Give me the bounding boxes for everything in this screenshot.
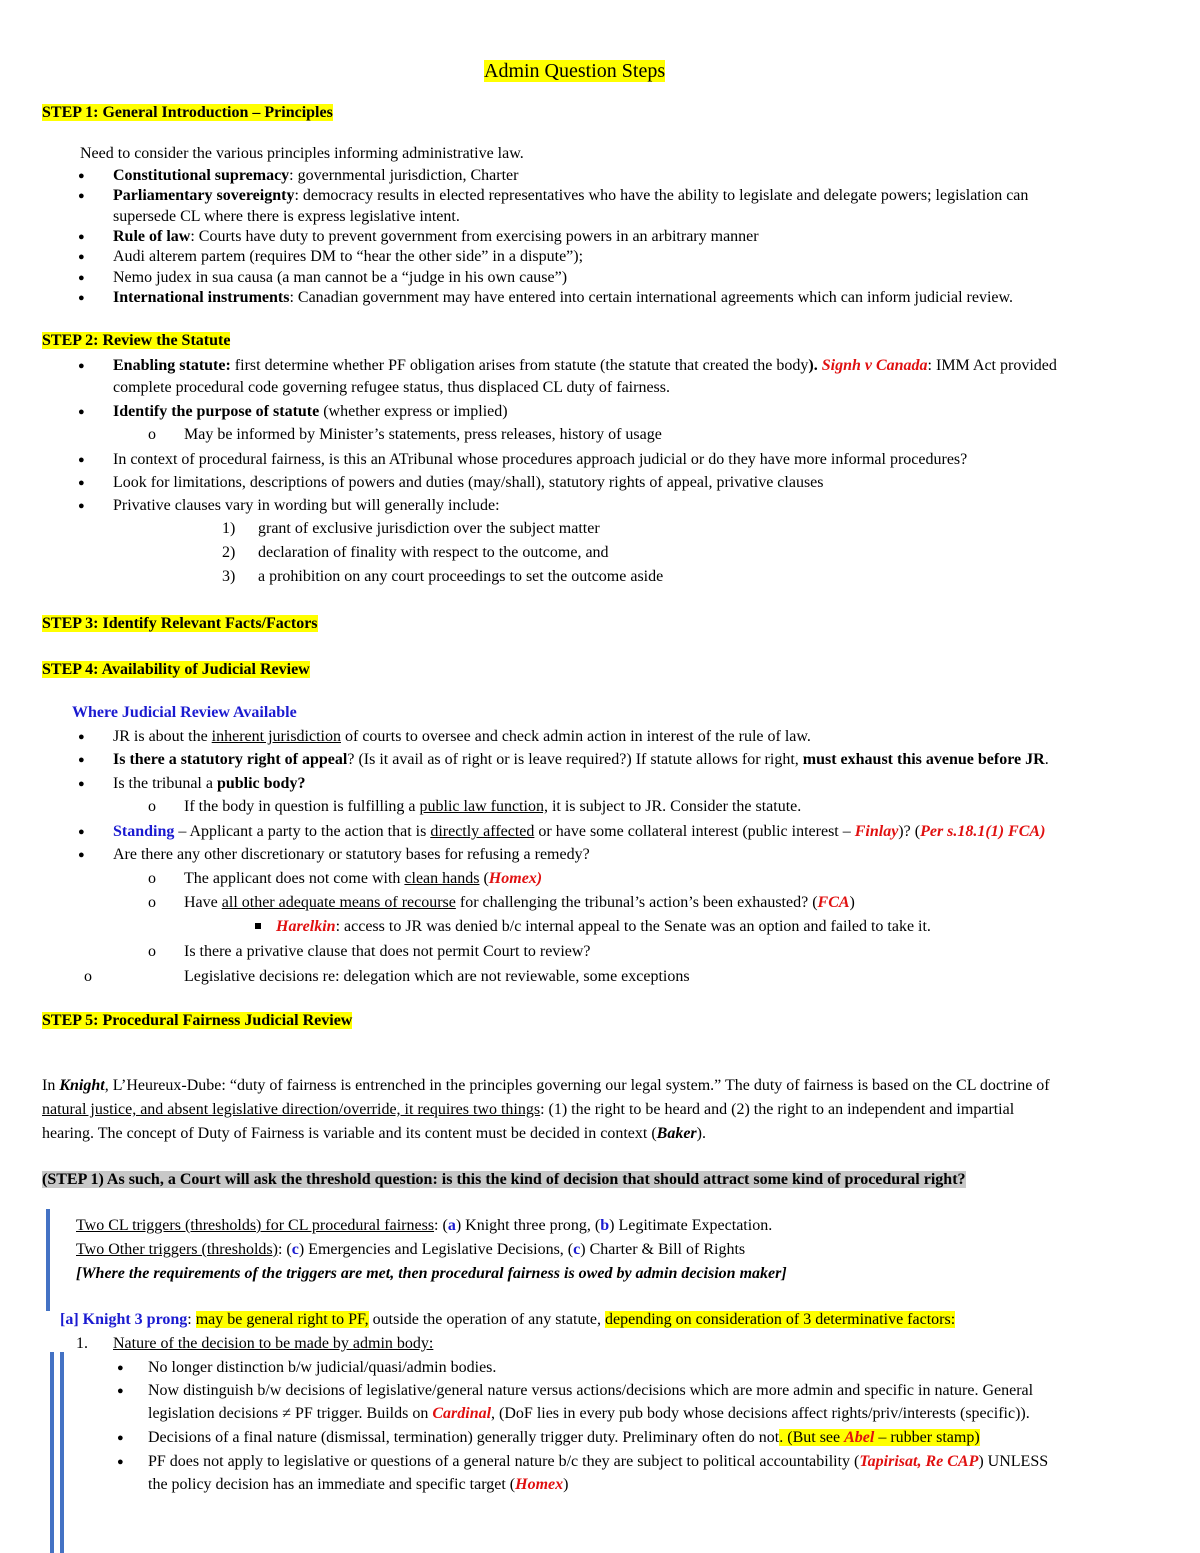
paragraph-line: hearing. The concept of Duty of Fairness is variable and its content must be decided in context (Baker). bbox=[42, 1125, 706, 1142]
step4-heading: STEP 4: Availability of Judicial Review bbox=[42, 661, 310, 678]
list-item: PF does not apply to legislative or questions of a general nature b/c they are subject to political accountability (Tapirisat, Re CAP) UNLESS bbox=[148, 1453, 1049, 1470]
circle-bullet-icon: o bbox=[148, 798, 156, 815]
bullet-icon: ● bbox=[117, 1432, 124, 1444]
list-item: JR is about the inherent jurisdiction of courts to oversee and check admin action in interest of the rule of law. bbox=[113, 728, 811, 745]
bullet-icon: ● bbox=[78, 360, 85, 372]
list-item: Nemo judex in sua causa (a man cannot be a “judge in his own cause”) bbox=[113, 269, 568, 286]
step4-subheading: Where Judicial Review Available bbox=[72, 704, 297, 721]
list-item: Identify the purpose of statute (whether express or implied) bbox=[113, 403, 508, 420]
list-item: Enabling statute: first determine whether PF obligation arises from statute (the statute that created the body). Signh v Canada: IMM Act provided bbox=[113, 357, 1057, 374]
step1-heading: STEP 1: General Introduction – Principles bbox=[42, 104, 333, 121]
list-item-cont: the policy decision has an immediate and specific target (Homex) bbox=[148, 1476, 569, 1493]
step1-intro: Need to consider the various principles informing administrative law. bbox=[80, 145, 524, 162]
bullet-icon: ● bbox=[78, 292, 85, 304]
left-border-bar bbox=[60, 1352, 64, 1553]
left-border-bar bbox=[50, 1352, 54, 1553]
bullet-icon: ● bbox=[78, 272, 85, 284]
sub-list-item: Have all other adequate means of recourse for challenging the tribunal’s action’s been exhausted? (FCA) bbox=[184, 894, 855, 911]
numbered-item: Nature of the decision to be made by admin body: bbox=[113, 1335, 434, 1352]
list-item: Parliamentary sovereignty: democracy results in elected representatives who have the ability to legislate and delegate powers; legislation can bbox=[113, 187, 1029, 204]
circle-bullet-icon: o bbox=[84, 968, 92, 985]
step2-heading: STEP 2: Review the Statute bbox=[42, 332, 231, 349]
numbered-marker: 3) bbox=[222, 568, 236, 585]
sub-list-item: Is there a privative clause that does not permit Court to review? bbox=[184, 943, 591, 960]
circle-bullet-icon: o bbox=[148, 943, 156, 960]
bullet-icon: ● bbox=[78, 500, 85, 512]
bullet-icon: ● bbox=[78, 454, 85, 466]
numbered-item: declaration of finality with respect to the outcome, and bbox=[258, 544, 609, 561]
list-item: Standing – Applicant a party to the action that is directly affected or have some collateral interest (public interest – Finlay)? (Per s.18.1(1) FCA) bbox=[113, 823, 1046, 840]
threshold-question: (STEP 1) As such, a Court will ask the threshold question: is this the kind of decision that should attract some kind of procedural right? bbox=[42, 1171, 966, 1188]
bullet-icon: ● bbox=[117, 1385, 124, 1397]
list-item: Audi alterem partem (requires DM to “hear the other side” in a dispute”); bbox=[113, 248, 584, 265]
list-item: Is there a statutory right of appeal? (Is it avail as of right or is leave required?) If statute allows for right, must exhaust this avenue before JR. bbox=[113, 751, 1049, 768]
numbered-marker: 1. bbox=[76, 1335, 88, 1352]
bullet-icon: ● bbox=[78, 251, 85, 263]
paragraph-line: In Knight, L’Heureux-Dube: “duty of fairness is entrenched in the principles governing our legal system.” The duty of fairness is based on the CL doctrine of bbox=[42, 1077, 1050, 1094]
bullet-icon: ● bbox=[78, 190, 85, 202]
bullet-icon: ● bbox=[78, 477, 85, 489]
numbered-item: grant of exclusive jurisdiction over the subject matter bbox=[258, 520, 600, 537]
numbered-marker: 1) bbox=[222, 520, 236, 537]
left-border-bar bbox=[46, 1209, 50, 1311]
knight-heading: [a] Knight 3 prong: may be general right to PF, outside the operation of any statute, depending on consideration of 3 determinative factors: bbox=[60, 1311, 956, 1328]
list-item: International instruments: Canadian government may have entered into certain international agreements which can inform judicial review. bbox=[113, 289, 1014, 306]
circle-bullet-icon: o bbox=[148, 426, 156, 443]
sub-list-item: Legislative decisions re: delegation which are not reviewable, some exceptions bbox=[184, 968, 690, 985]
trigger-note: [Where the requirements of the triggers are met, then procedural fairness is owed by admin decision maker] bbox=[76, 1265, 787, 1282]
bullet-icon: ● bbox=[117, 1362, 124, 1374]
list-item: Are there any other discretionary or statutory bases for refusing a remedy? bbox=[113, 846, 590, 863]
list-item: Decisions of a final nature (dismissal, termination) generally trigger duty. Preliminary often do not. (But see Abel – rubber stamp) bbox=[148, 1429, 980, 1446]
numbered-item: a prohibition on any court proceedings to set the outcome aside bbox=[258, 568, 664, 585]
bullet-icon: ● bbox=[117, 1456, 124, 1468]
step5-heading: STEP 5: Procedural Fairness Judicial Review bbox=[42, 1012, 353, 1029]
sub-list-item: May be informed by Minister’s statements, press releases, history of usage bbox=[184, 426, 662, 443]
list-item: Constitutional supremacy: governmental jurisdiction, Charter bbox=[113, 167, 519, 184]
square-bullet-icon bbox=[255, 923, 261, 929]
list-item-cont: supersede CL where there is express legislative intent. bbox=[113, 208, 460, 225]
list-item: In context of procedural fairness, is this an ATribunal whose procedures approach judicial or do they have more informal procedures? bbox=[113, 451, 968, 468]
numbered-marker: 2) bbox=[222, 544, 236, 561]
bullet-icon: ● bbox=[78, 849, 85, 861]
step3-heading: STEP 3: Identify Relevant Facts/Factors bbox=[42, 615, 318, 632]
circle-bullet-icon: o bbox=[148, 894, 156, 911]
trigger-line: Two CL triggers (thresholds) for CL procedural fairness: (a) Knight three prong, (b) Legitimate Expectation. bbox=[76, 1217, 773, 1234]
list-item: Now distinguish b/w decisions of legislative/general nature versus actions/decisions which are more admin and specific in nature. General bbox=[148, 1382, 1034, 1399]
list-item-cont: complete procedural code governing refugee status, thus displaced CL duty of fairness. bbox=[113, 379, 671, 396]
list-item-cont: legislation decisions ≠ PF trigger. Builds on Cardinal, (DoF lies in every pub body whose decisions affect rights/priv/interests (specific)). bbox=[148, 1405, 1030, 1422]
sub-list-item: If the body in question is fulfilling a public law function, it is subject to JR. Consider the statute. bbox=[184, 798, 802, 815]
bullet-icon: ● bbox=[78, 406, 85, 418]
bullet-icon: ● bbox=[78, 231, 85, 243]
bullet-icon: ● bbox=[78, 826, 85, 838]
circle-bullet-icon: o bbox=[148, 870, 156, 887]
sub-list-item: The applicant does not come with clean hands (Homex) bbox=[184, 870, 543, 887]
list-item: Is the tribunal a public body? bbox=[113, 775, 306, 792]
list-item: Privative clauses vary in wording but will generally include: bbox=[113, 497, 500, 514]
trigger-line: Two Other triggers (thresholds): (c) Emergencies and Legislative Decisions, (c) Charter & Bill of Rights bbox=[76, 1241, 746, 1258]
bullet-icon: ● bbox=[78, 731, 85, 743]
list-item: Rule of law: Courts have duty to prevent government from exercising powers in an arbitrary manner bbox=[113, 228, 759, 245]
list-item: Look for limitations, descriptions of powers and duties (may/shall), statutory rights of appeal, privative clauses bbox=[113, 474, 824, 491]
bullet-icon: ● bbox=[78, 170, 85, 182]
paragraph-line: natural justice, and absent legislative direction/override, it requires two things: (1) the right to be heard and (2) the right to an independent and impartial bbox=[42, 1101, 1015, 1118]
page-title: Admin Question Steps bbox=[484, 60, 666, 82]
bullet-icon: ● bbox=[78, 754, 85, 766]
bullet-icon: ● bbox=[78, 778, 85, 790]
list-item: No longer distinction b/w judicial/quasi/admin bodies. bbox=[148, 1359, 497, 1376]
sub-sub-list-item: Harelkin: access to JR was denied b/c internal appeal to the Senate was an option and failed to take it. bbox=[276, 918, 931, 935]
